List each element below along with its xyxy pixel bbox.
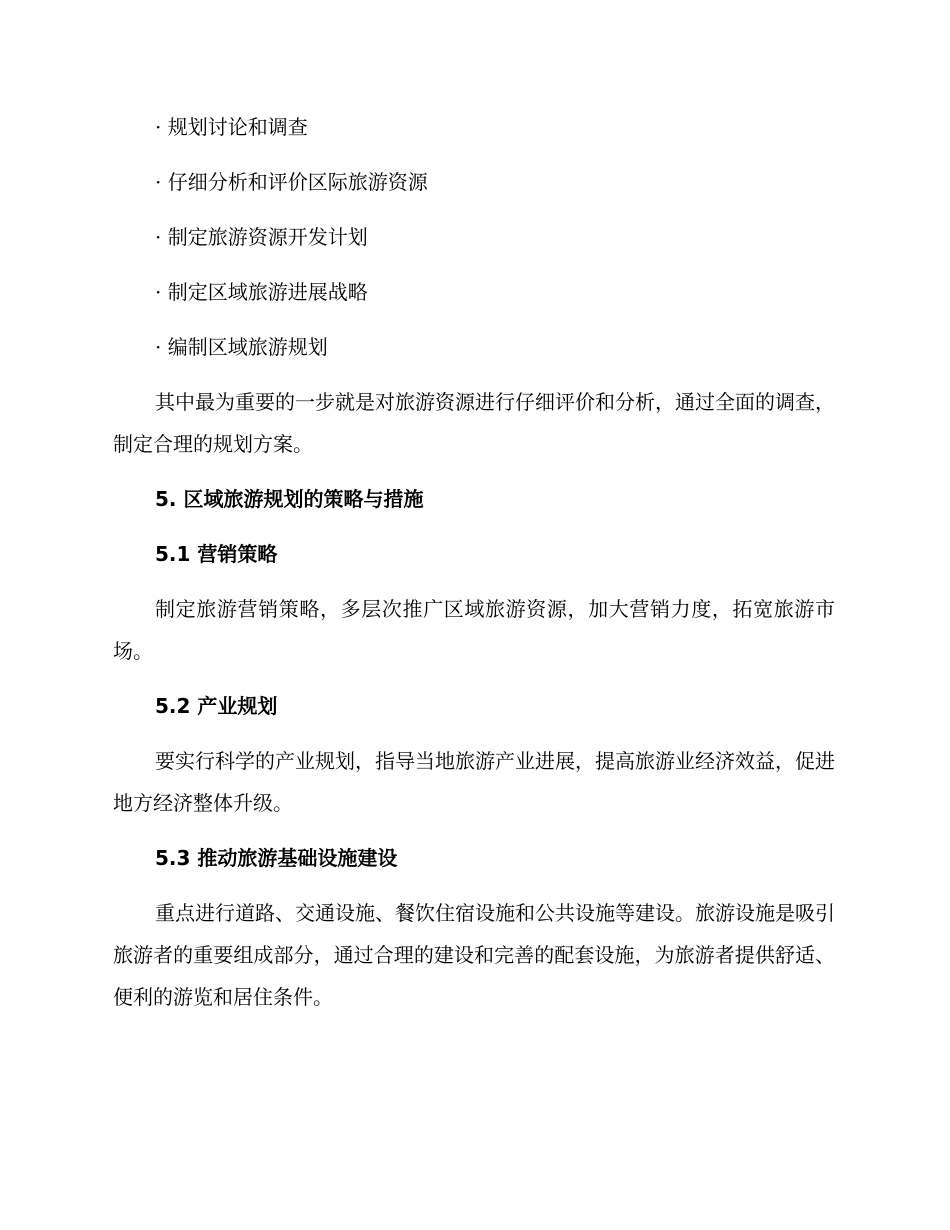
intro-paragraph: 其中最为重要的一步就是对旅游资源进行仔细评价和分析，通过全面的调查，制定合理的规划方案。	[113, 390, 835, 456]
subsection-body: 要实行科学的产业规划，指导当地旅游产业进展，提高旅游业经济效益，促进地方经济整体升级。	[113, 749, 835, 815]
section-heading: 5. 区域旅游规划的策略与措施	[155, 487, 424, 511]
bullet-item: · 制定区域旅游进展战略	[155, 280, 368, 304]
bullet-item: · 规划讨论和调查	[155, 115, 308, 139]
subsection-heading: 5.3 推动旅游基础设施建设	[155, 846, 398, 870]
bullet-item: · 仔细分析和评价区际旅游资源	[155, 170, 428, 194]
bullet-item: · 制定旅游资源开发计划	[155, 225, 368, 249]
subsection-heading: 5.1 营销策略	[155, 542, 278, 566]
subsection-body: 重点进行道路、交通设施、餐饮住宿设施和公共设施等建设。旅游设施是吸引旅游者的重要组成部分，通过合理的建设和完善的配套设施，为旅游者提供舒适、便利的游览和居住条件。	[113, 901, 835, 1009]
subsection-body: 制定旅游营销策略，多层次推广区域旅游资源，加大营销力度，拓宽旅游市场。	[113, 597, 835, 663]
bullet-item: · 编制区域旅游规划	[155, 335, 328, 359]
subsection-heading: 5.2 产业规划	[155, 694, 278, 718]
